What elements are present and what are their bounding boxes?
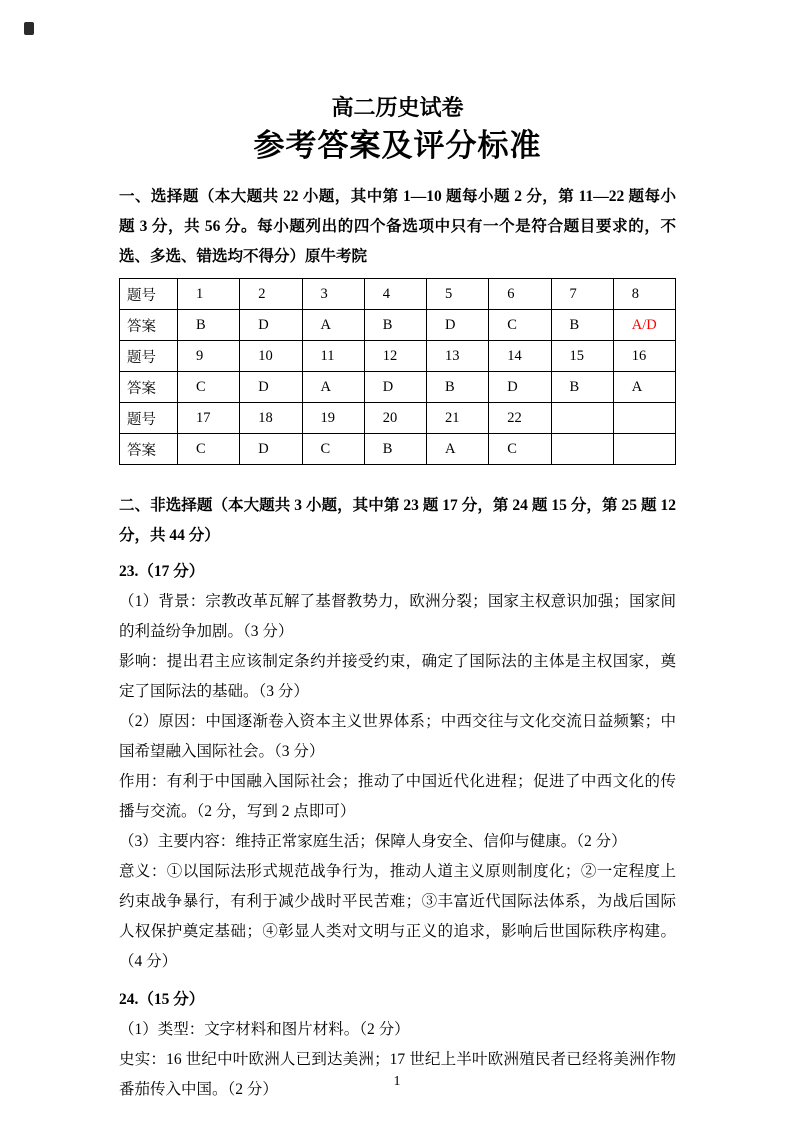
answer-cell: 20 [364,403,426,434]
answer-cell [551,434,613,465]
q24-paragraph: 史实：16 世纪中叶欧洲人已到达美洲；17 世纪上半叶欧洲殖民者已经将美洲作物番茄传入中国。（2 分） [119,1051,676,1098]
row-label-cell: 题号 [120,403,178,434]
answer-cell: 16 [613,341,675,372]
row-label-cell: 题号 [120,341,178,372]
answer-cell: 22 [489,403,551,434]
answer-cell [551,403,613,434]
answer-cell: 15 [551,341,613,372]
answer-cell: B [551,310,613,341]
answer-cell: D [427,310,489,341]
answer-cell: 12 [364,341,426,372]
q23-paragraph: 影响：提出君主应该制定条约并接受约束，确定了国际法的主体是主权国家，奠定了国际法的基础。（3 分） [119,653,676,700]
answer-cell: 19 [302,403,364,434]
row-label-cell: 答案 [120,434,178,465]
page-number: 1 [393,1074,401,1089]
table-row [120,372,676,403]
question-24-heading: 24.（15 分） [119,991,205,1008]
answer-cell: 18 [240,403,302,434]
answer-cell: 5 [427,279,489,310]
document-subtitle: 参考答案及评分标准 [253,128,542,163]
section-free-heading: 二、非选择题（本大题共 3 小题，其中第 23 题 17 分，第 24 题 15 分，第 25 题 12 分，共 44 分） [119,497,676,544]
answer-cell: 2 [240,279,302,310]
answer-cell: 9 [178,341,240,372]
q23-paragraph: （1）背景：宗教改革瓦解了基督教势力，欧洲分裂；国家主权意识加强；国家间的利益纷争加剧。（3 分） [119,593,676,640]
q23-paragraph: 作用：有利于中国融入国际社会；推动了中国近代化进程；促进了中西文化的传播与交流。（2 分，写到 2 点即可） [119,773,676,820]
answer-cell: A [613,372,675,403]
table-row [120,279,676,310]
corner-mark [24,22,34,35]
table-row [120,310,676,341]
answer-cell: 6 [489,279,551,310]
answer-cell: 21 [427,403,489,434]
answer-cell [613,403,675,434]
answer-cell: D [240,310,302,341]
answer-cell: 14 [489,341,551,372]
row-label-cell: 答案 [120,372,178,403]
answer-cell [613,434,675,465]
answer-cell: B [364,434,426,465]
answer-cell: D [240,434,302,465]
answer-cell: 13 [427,341,489,372]
table-row [120,341,676,372]
answer-cell: 8 [613,279,675,310]
answer-cell: 10 [240,341,302,372]
answer-cell: 4 [364,279,426,310]
row-label-cell: 答案 [120,310,178,341]
answer-cell: C [489,434,551,465]
row-label-cell: 题号 [120,279,178,310]
answer-cell: A [427,434,489,465]
answer-cell: C [489,310,551,341]
answer-table [119,278,676,465]
answer-cell: A [302,310,364,341]
q24-paragraph: （1）类型：文字材料和图片材料。（2 分） [119,1021,410,1038]
answer-cell: C [178,434,240,465]
answer-cell: C [178,372,240,403]
answer-cell: 3 [302,279,364,310]
answer-cell: B [551,372,613,403]
answer-cell: 7 [551,279,613,310]
q23-paragraph: （2）原因：中国逐渐卷入资本主义世界体系；中西交往与文化交流日益频繁；中国希望融入国际社会。（3 分） [119,713,676,760]
section-choice-heading: 一、选择题（本大题共 22 小题，其中第 1—10 题每小题 2 分，第 11—22 题每小题 3 分，共 56 分。每小题列出的四个备选项中只有一个是符合题目要求的，不选、多选、错选均不得分）原牛考院 [119,188,676,265]
answer-cell: D [240,372,302,403]
q23-paragraph: （3）主要内容：维持正常家庭生活；保障人身安全、信仰与健康。（2 分） [119,833,627,850]
answer-cell: A/D [613,310,675,341]
answer-cell: D [364,372,426,403]
answer-table-body [120,279,676,465]
answer-cell: 17 [178,403,240,434]
table-row [120,403,676,434]
answer-cell: B [178,310,240,341]
question-23-heading: 23.（17 分） [119,563,205,580]
document-title: 高二历史试卷 [331,95,464,120]
answer-cell: 11 [302,341,364,372]
table-row [120,434,676,465]
q23-paragraph: 意义：①以国际法形式规范战争行为，推动人道主义原则制度化；②一定程度上约束战争暴行，有利于减少战时平民苦难；③丰富近代国际法体系，为战后国际人权保护奠定基础；④彰显人类对文明与正义的追求，影响后世国际秩序构建。（4 分） [119,863,676,970]
answer-cell: B [364,310,426,341]
answer-cell: 1 [178,279,240,310]
answer-cell: A [302,372,364,403]
answer-cell: D [489,372,551,403]
answer-cell: C [302,434,364,465]
answer-cell: B [427,372,489,403]
